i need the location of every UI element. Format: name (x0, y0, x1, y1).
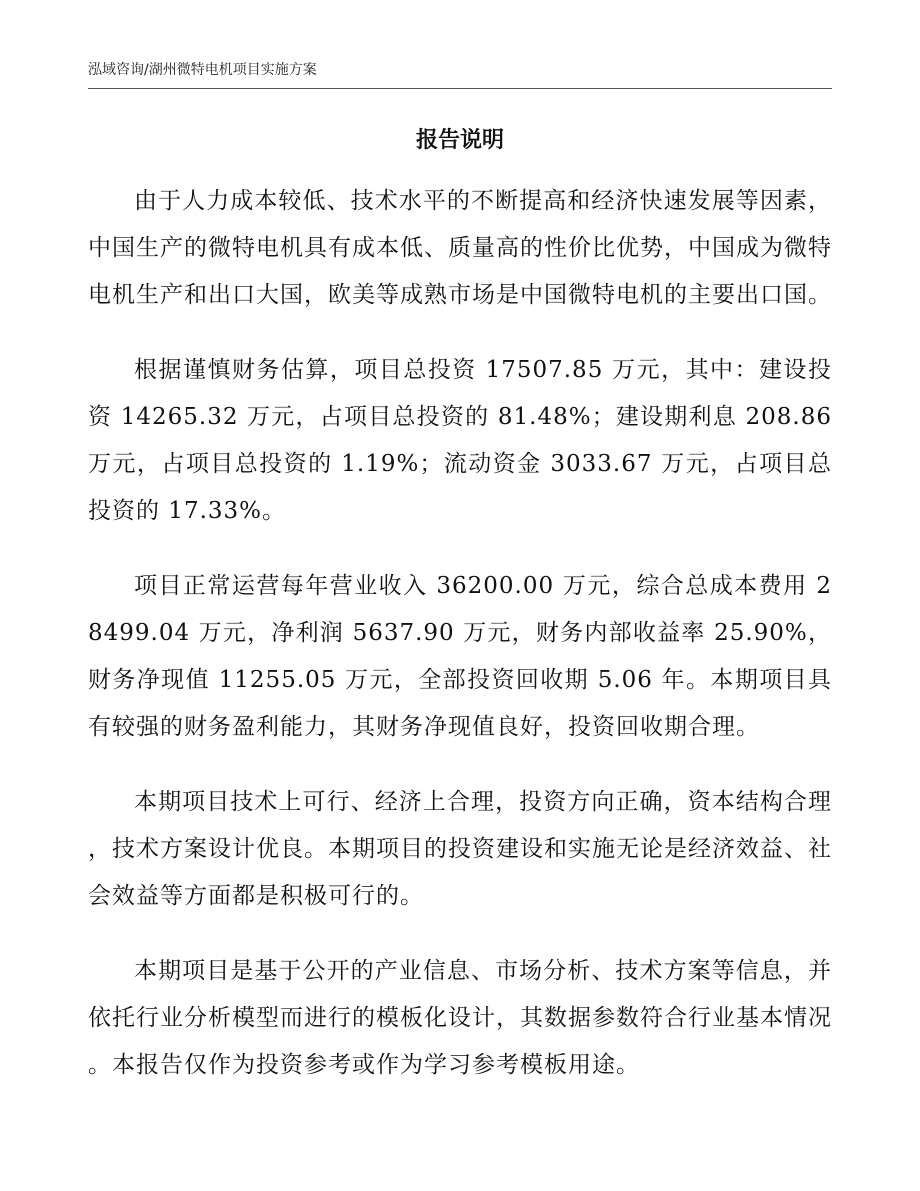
paragraph-investment-estimate: 根据谨慎财务估算，项目总投资 17507.85 万元，其中：建设投资 14265.32 万元，占项目总投资的 81.48%；建设期利息 208.86 万元，占项目总投资的 1.19%；流动资金 3033.67 万元，占项目总投资的 17.33%。 (88, 357, 832, 524)
paragraph-disclaimer: 本期项目是基于公开的产业信息、市场分析、技术方案等信息，并依托行业分析模型而进行的模板化设计，其数据参数符合行业基本情况。本报告仅作为投资参考或作为学习参考模板用途。 (88, 958, 832, 1078)
running-header: 泓域咨询/湖州微特电机项目实施方案 (88, 62, 317, 78)
paragraph-feasibility: 本期项目技术上可行、经济上合理，投资方向正确，资本结构合理，技术方案设计优良。本期项目的投资建设和实施无论是经济效益、社会效益等方面都是积极可行的。 (88, 789, 832, 909)
paragraph-financial-returns: 项目正常运营每年营业收入 36200.00 万元，综合总成本费用 28499.04 万元，净利润 5637.90 万元，财务内部收益率 25.90%，财务净现值 11255.05 万元，全部投资回收期 5.06 年。本期项目具有较强的财务盈利能力，其财务净现值良好，投资回收期合理。 (88, 573, 832, 740)
document-title: 报告说明 (415, 128, 504, 153)
paragraph-market-background: 由于人力成本较低、技术水平的不断提高和经济快速发展等因素，中国生产的微特电机具有成本低、质量高的性价比优势，中国成为微特电机生产和出口大国，欧美等成熟市场是中国微特电机的主要出口国。 (88, 188, 832, 308)
header-divider (88, 88, 832, 89)
report-body (88, 178, 832, 1117)
